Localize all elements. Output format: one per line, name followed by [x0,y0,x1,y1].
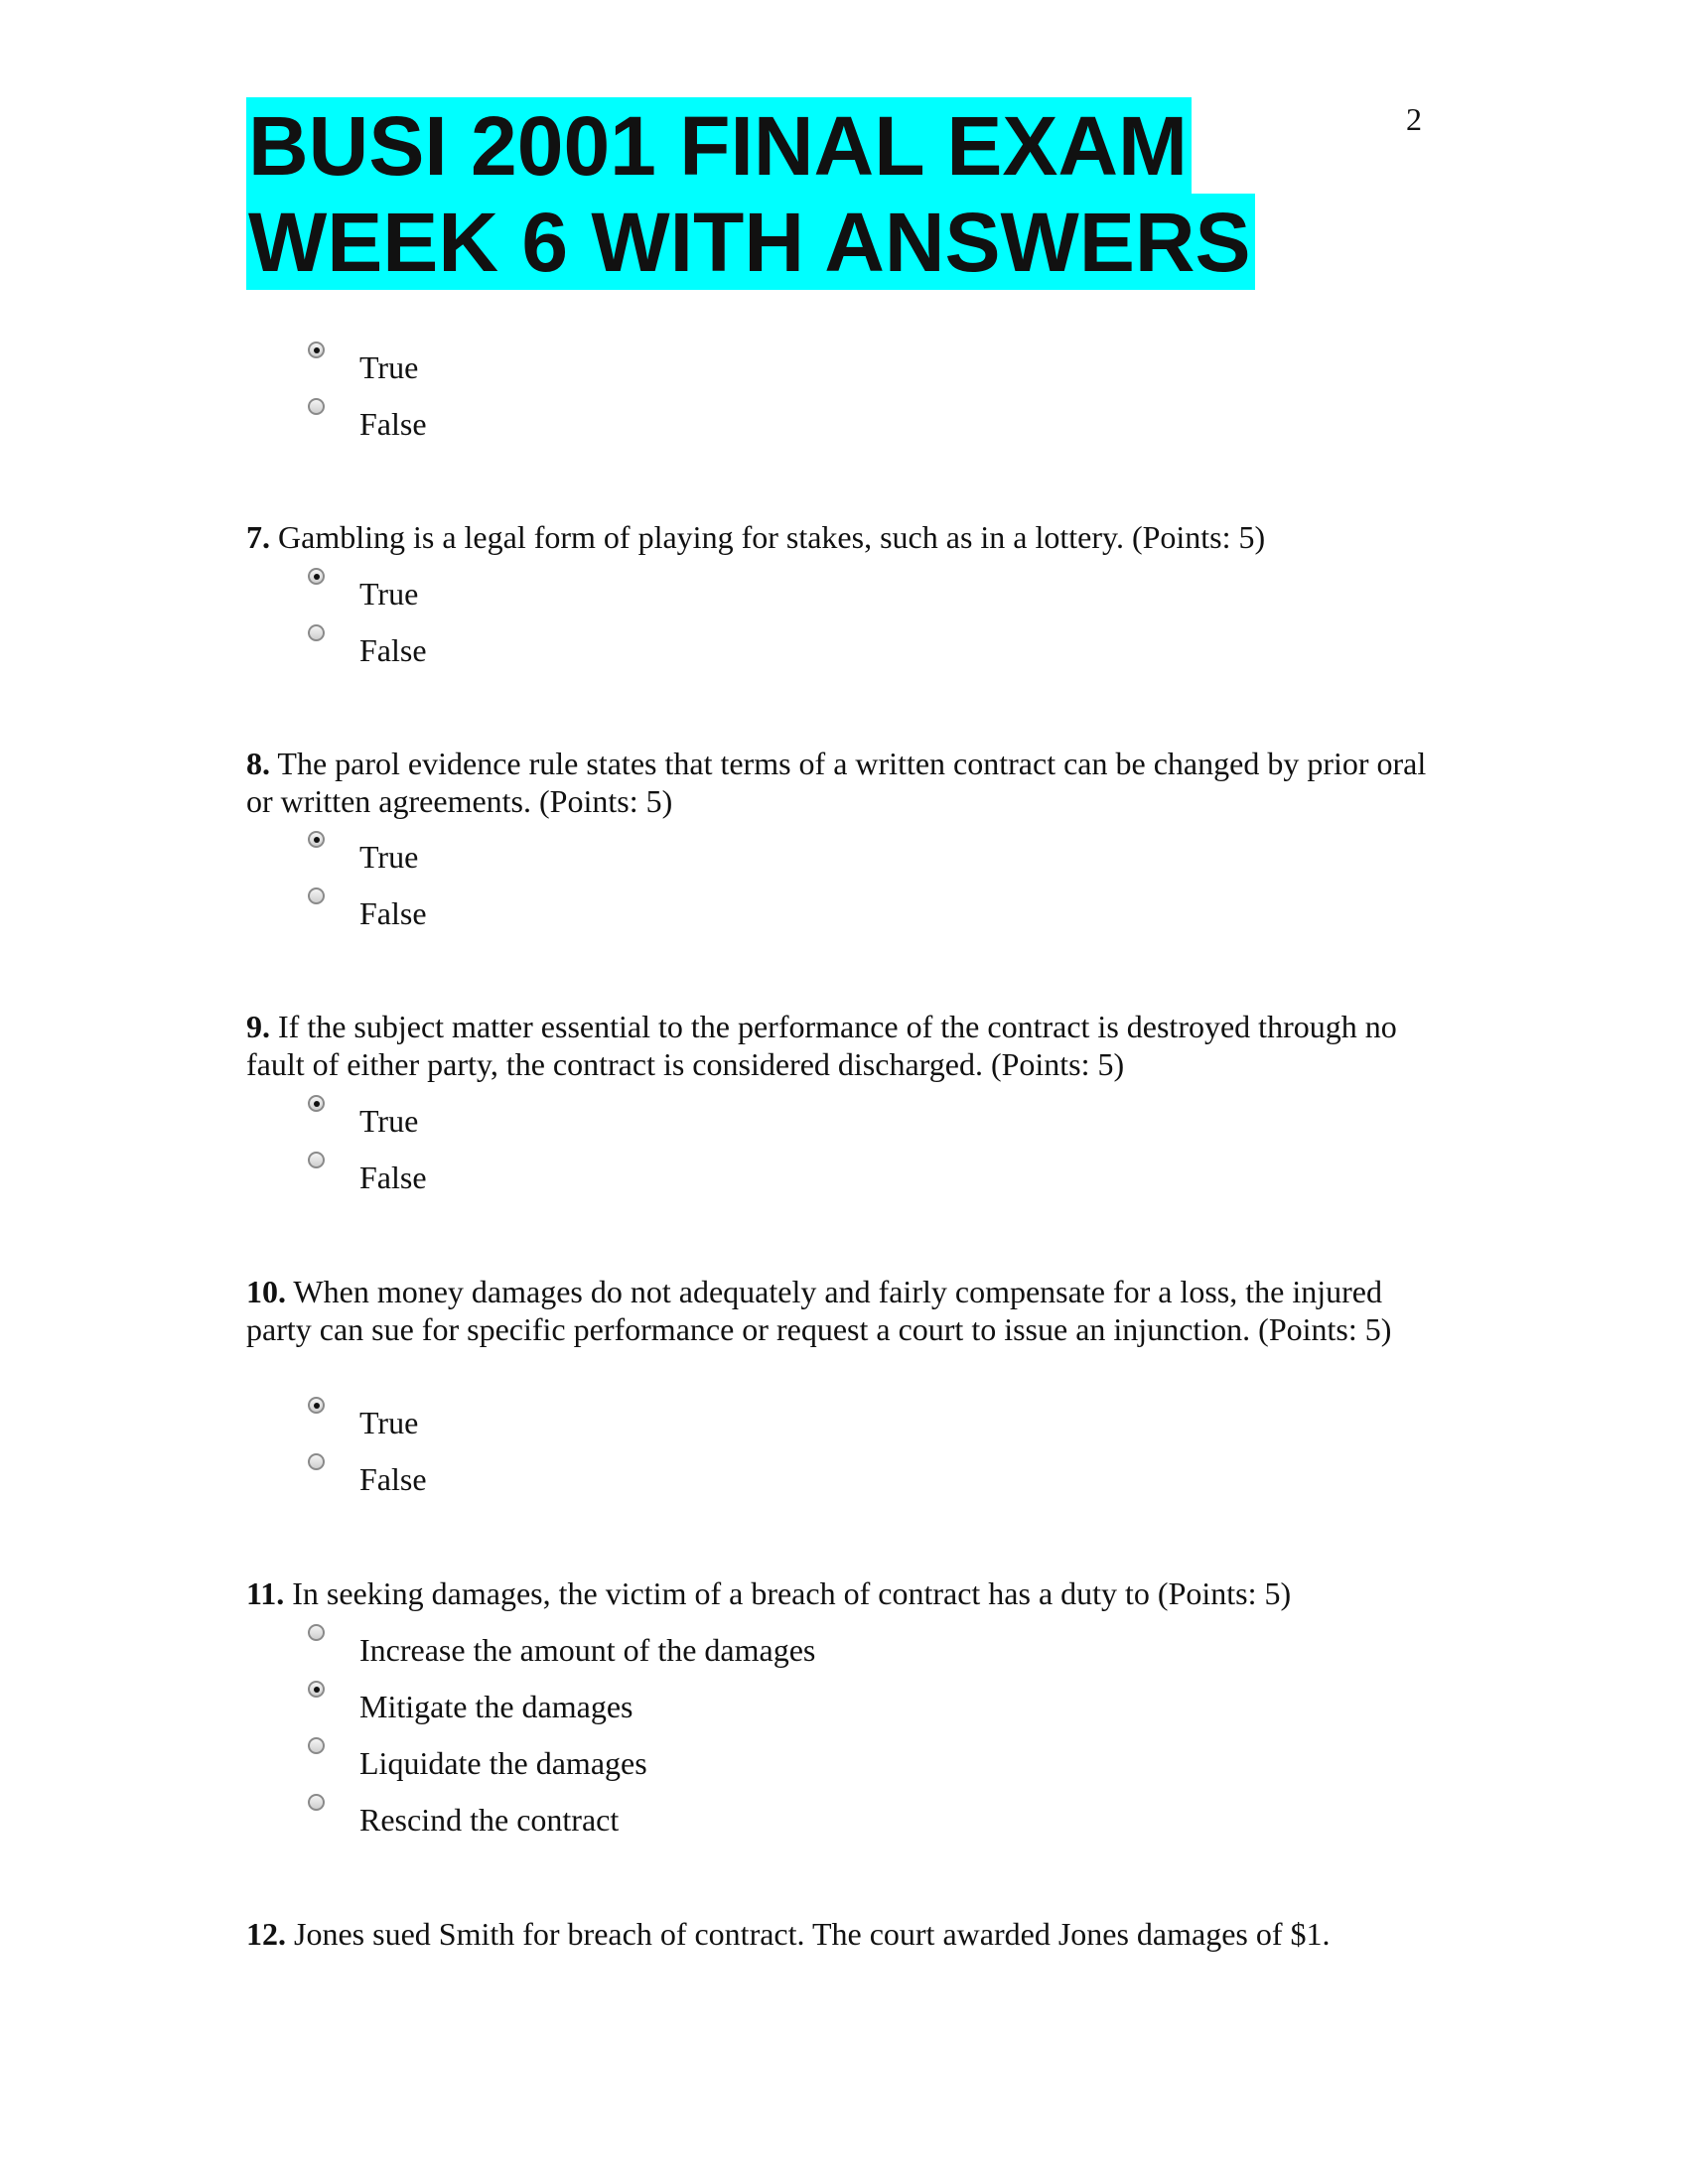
option-label: True [359,1405,419,1440]
radio-selected-icon[interactable] [308,1681,325,1698]
option-label: True [359,839,419,875]
title-line-2: WEEK 6 WITH ANSWERS [246,194,1255,290]
question-text: In seeking damages, the victim of a breach of contract has a duty to (Points: 5) [292,1575,1292,1611]
option-label: Mitigate the damages [359,1689,633,1724]
page-number: 2 [1406,101,1422,137]
radio-unselected-icon[interactable] [308,1152,325,1168]
radio-unselected-icon[interactable] [308,887,325,904]
option-label: False [359,632,427,668]
question-12 [246,1915,1438,1953]
option-label: Increase the amount of the damages [359,1632,816,1668]
question-number: 8. [246,746,270,781]
radio-selected-icon[interactable] [308,1397,325,1414]
question-number: 7. [246,519,270,555]
option-label: True [359,1103,419,1139]
option-label: Liquidate the damages [359,1745,647,1781]
radio-unselected-icon[interactable] [308,398,325,415]
question-9 [246,1008,1438,1083]
radio-unselected-icon[interactable] [308,1737,325,1754]
title-line-1: BUSI 2001 FINAL EXAM [246,97,1192,194]
question-7 [246,518,1438,556]
radio-unselected-icon[interactable] [308,1794,325,1811]
question-text: Gambling is a legal form of playing for stakes, such as in a lottery. (Points: 5) [278,519,1266,555]
option-label: False [359,1461,427,1497]
radio-unselected-icon[interactable] [308,1624,325,1641]
question-text: If the subject matter essential to the performance of the contract is destroyed through no fault of either party, the contract is considered discharged. (Points: 5) [246,1009,1397,1082]
radio-unselected-icon[interactable] [308,1453,325,1470]
question-text: The parol evidence rule states that terms of a written contract can be changed by prior oral or written agreements. (Points: 5) [246,746,1427,819]
radio-selected-icon[interactable] [308,831,325,848]
option-label: False [359,406,427,442]
radio-unselected-icon[interactable] [308,624,325,641]
radio-selected-icon[interactable] [308,568,325,585]
question-text: Jones sued Smith for breach of contract. The court awarded Jones damages of $1. [294,1916,1331,1952]
question-10 [246,1273,1438,1348]
option-label: True [359,576,419,612]
question-text: When money damages do not adequately and fairly compensate for a loss, the injured party can sue for specific performance or request a court to issue an injunction. (Points: 5) [246,1274,1392,1347]
option-label: True [359,349,419,385]
question-number: 11. [246,1575,285,1611]
radio-selected-icon[interactable] [308,341,325,358]
document-title [246,97,1255,290]
question-number: 9. [246,1009,270,1044]
option-label: Rescind the contract [359,1802,620,1838]
radio-selected-icon[interactable] [308,1095,325,1112]
option-label: False [359,1160,427,1195]
question-number: 12. [246,1916,286,1952]
question-11 [246,1574,1438,1612]
option-label: False [359,895,427,931]
question-number: 10. [246,1274,286,1309]
question-8 [246,745,1438,820]
